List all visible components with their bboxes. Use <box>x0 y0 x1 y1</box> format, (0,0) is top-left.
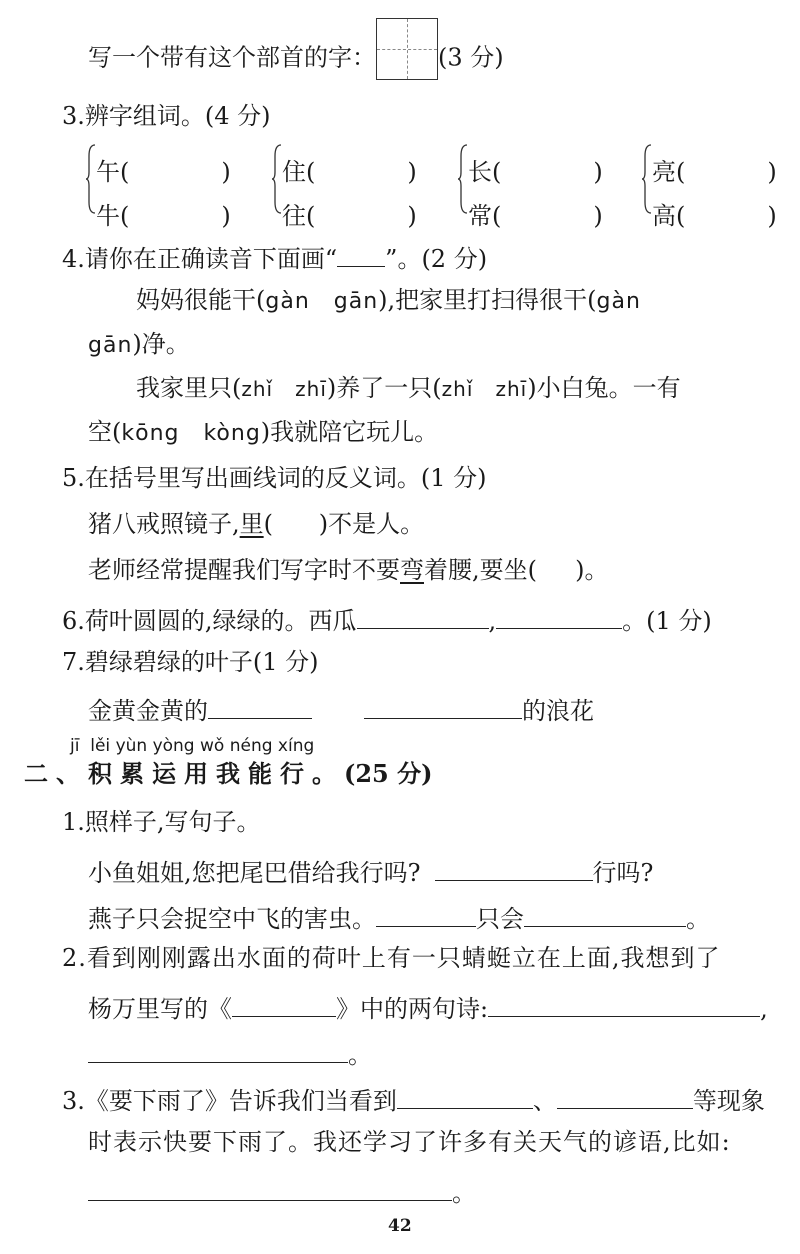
q4-sentence-1b: gān)净。 <box>88 330 190 358</box>
q3-group-2: 住( ) 往( ) <box>272 144 422 224</box>
pinyin-choice[interactable]: zhǐ zhī <box>241 377 327 401</box>
answer-blank[interactable] <box>557 1084 693 1109</box>
q3-group-1: 午( ) 牛( ) <box>86 144 236 224</box>
q5-line-1: 猪八戒照镜子,里( )不是人。 <box>88 510 425 538</box>
answer-blank[interactable] <box>232 992 336 1017</box>
q4-sample-underline <box>337 242 385 267</box>
pinyin-choice[interactable]: zhǐ zhī <box>441 377 528 401</box>
section2-pinyin: jī lěi yùn yòng wǒ néng xíng <box>70 736 315 756</box>
brace-icon <box>272 144 282 214</box>
tianzige-writing-box[interactable] <box>376 18 438 80</box>
q6-line: 6.荷叶圆圆的,绿绿的。西瓜 , 。(1 分) <box>62 604 712 633</box>
s2q2-line-3: 。 <box>88 1038 372 1067</box>
q2-tail-text: 写一个带有这个部首的字： <box>88 43 376 72</box>
q3-word-bottom: 常( <box>468 202 502 230</box>
q3-title: 3.辨字组词。(4 分) <box>62 102 271 130</box>
brace-icon <box>86 144 96 214</box>
q4-title-line <box>62 242 487 271</box>
pinyin-choice[interactable]: gàn gān <box>265 289 379 314</box>
q3-group-4: 亮( ) 高( ) <box>642 144 792 224</box>
s2q3-line-1: 3.《要下雨了》告诉我们当看到 、 等现象 <box>62 1084 765 1113</box>
q5-title: 5.在括号里写出画线词的反义词。(1 分) <box>62 464 487 492</box>
q7-title: 7.碧绿碧绿的叶子(1 分) <box>62 648 319 676</box>
q4-sentence-1a: 妈妈很能干(gàn gān),把家里打扫得很干(gàn <box>136 286 641 314</box>
underlined-word: 弯 <box>400 556 424 584</box>
brace-icon <box>458 144 468 214</box>
q2-tail-line <box>88 38 504 80</box>
q7-line-1: 金黄金黄的 的浪花 <box>88 694 594 723</box>
answer-blank[interactable] <box>88 1038 348 1063</box>
q4-title: 4.请你在正确读音下面画“ <box>62 245 338 273</box>
answer-blank[interactable] <box>208 694 312 719</box>
q2-tail-score: (3 分) <box>438 43 504 72</box>
answer-blank[interactable] <box>488 992 760 1017</box>
answer-blank[interactable] <box>364 694 522 719</box>
answer-blank[interactable] <box>88 1176 452 1201</box>
q4-sentence-2b: 空(kōng kòng)我就陪它玩儿。 <box>88 418 439 446</box>
s2q1-line-2: 燕子只会捉空中飞的害虫。 只会 。 <box>88 902 710 931</box>
q3-word-top: 午( <box>96 158 130 186</box>
q4-title-end: ”。(2 分) <box>385 245 488 273</box>
section2-score: (25 分) <box>344 759 433 788</box>
answer-blank[interactable] <box>376 902 476 927</box>
s2q2-line-2: 杨万里写的《 》中的两句诗: , <box>88 992 768 1021</box>
section2-title: 二、积累运用我能行。 <box>24 759 344 788</box>
s2q1-title: 1.照样子,写句子。 <box>62 808 261 836</box>
underlined-word: 里 <box>239 510 264 538</box>
q4-sentence-2a: 我家里只(zhǐ zhī)养了一只(zhǐ zhī)小白兔。一有 <box>136 374 681 402</box>
answer-blank[interactable] <box>397 1084 533 1109</box>
q5-line-2: 老师经常提醒我们写字时不要弯着腰,要坐( )。 <box>88 556 609 584</box>
s2q3-line-2: 时表示快要下雨了。我还学习了许多有关天气的谚语,比如: <box>88 1128 731 1156</box>
answer-blank[interactable] <box>357 604 489 629</box>
s2q3-line-3: 。 <box>88 1176 476 1205</box>
s2q1-line-1: 小鱼姐姐,您把尾巴借给我行吗? 行吗? <box>88 856 653 885</box>
q3-group-3: 长( ) 常( ) <box>458 144 608 224</box>
q3-word-top: 长( <box>468 158 502 186</box>
answer-blank[interactable] <box>496 604 622 629</box>
q3-word-top: 亮( <box>652 158 686 186</box>
s2q2-line-1: 2.看到刚刚露出水面的荷叶上有一只蜻蜓立在上面,我想到了 <box>62 944 721 972</box>
brace-icon <box>642 144 652 214</box>
q3-word-bottom: 高( <box>652 202 686 230</box>
answer-blank[interactable] <box>435 856 593 881</box>
pinyin-choice[interactable]: gān <box>88 333 133 358</box>
q3-word-bottom: 牛( <box>96 202 130 230</box>
section2-heading <box>24 759 433 788</box>
answer-blank[interactable] <box>524 902 686 927</box>
pinyin-choice[interactable]: kōng kòng <box>121 421 261 446</box>
page-number: 42 <box>388 1216 412 1236</box>
pinyin-choice[interactable]: gàn <box>596 289 641 314</box>
q3-word-bottom: 往( <box>282 202 316 230</box>
q3-word-top: 住( <box>282 158 316 186</box>
